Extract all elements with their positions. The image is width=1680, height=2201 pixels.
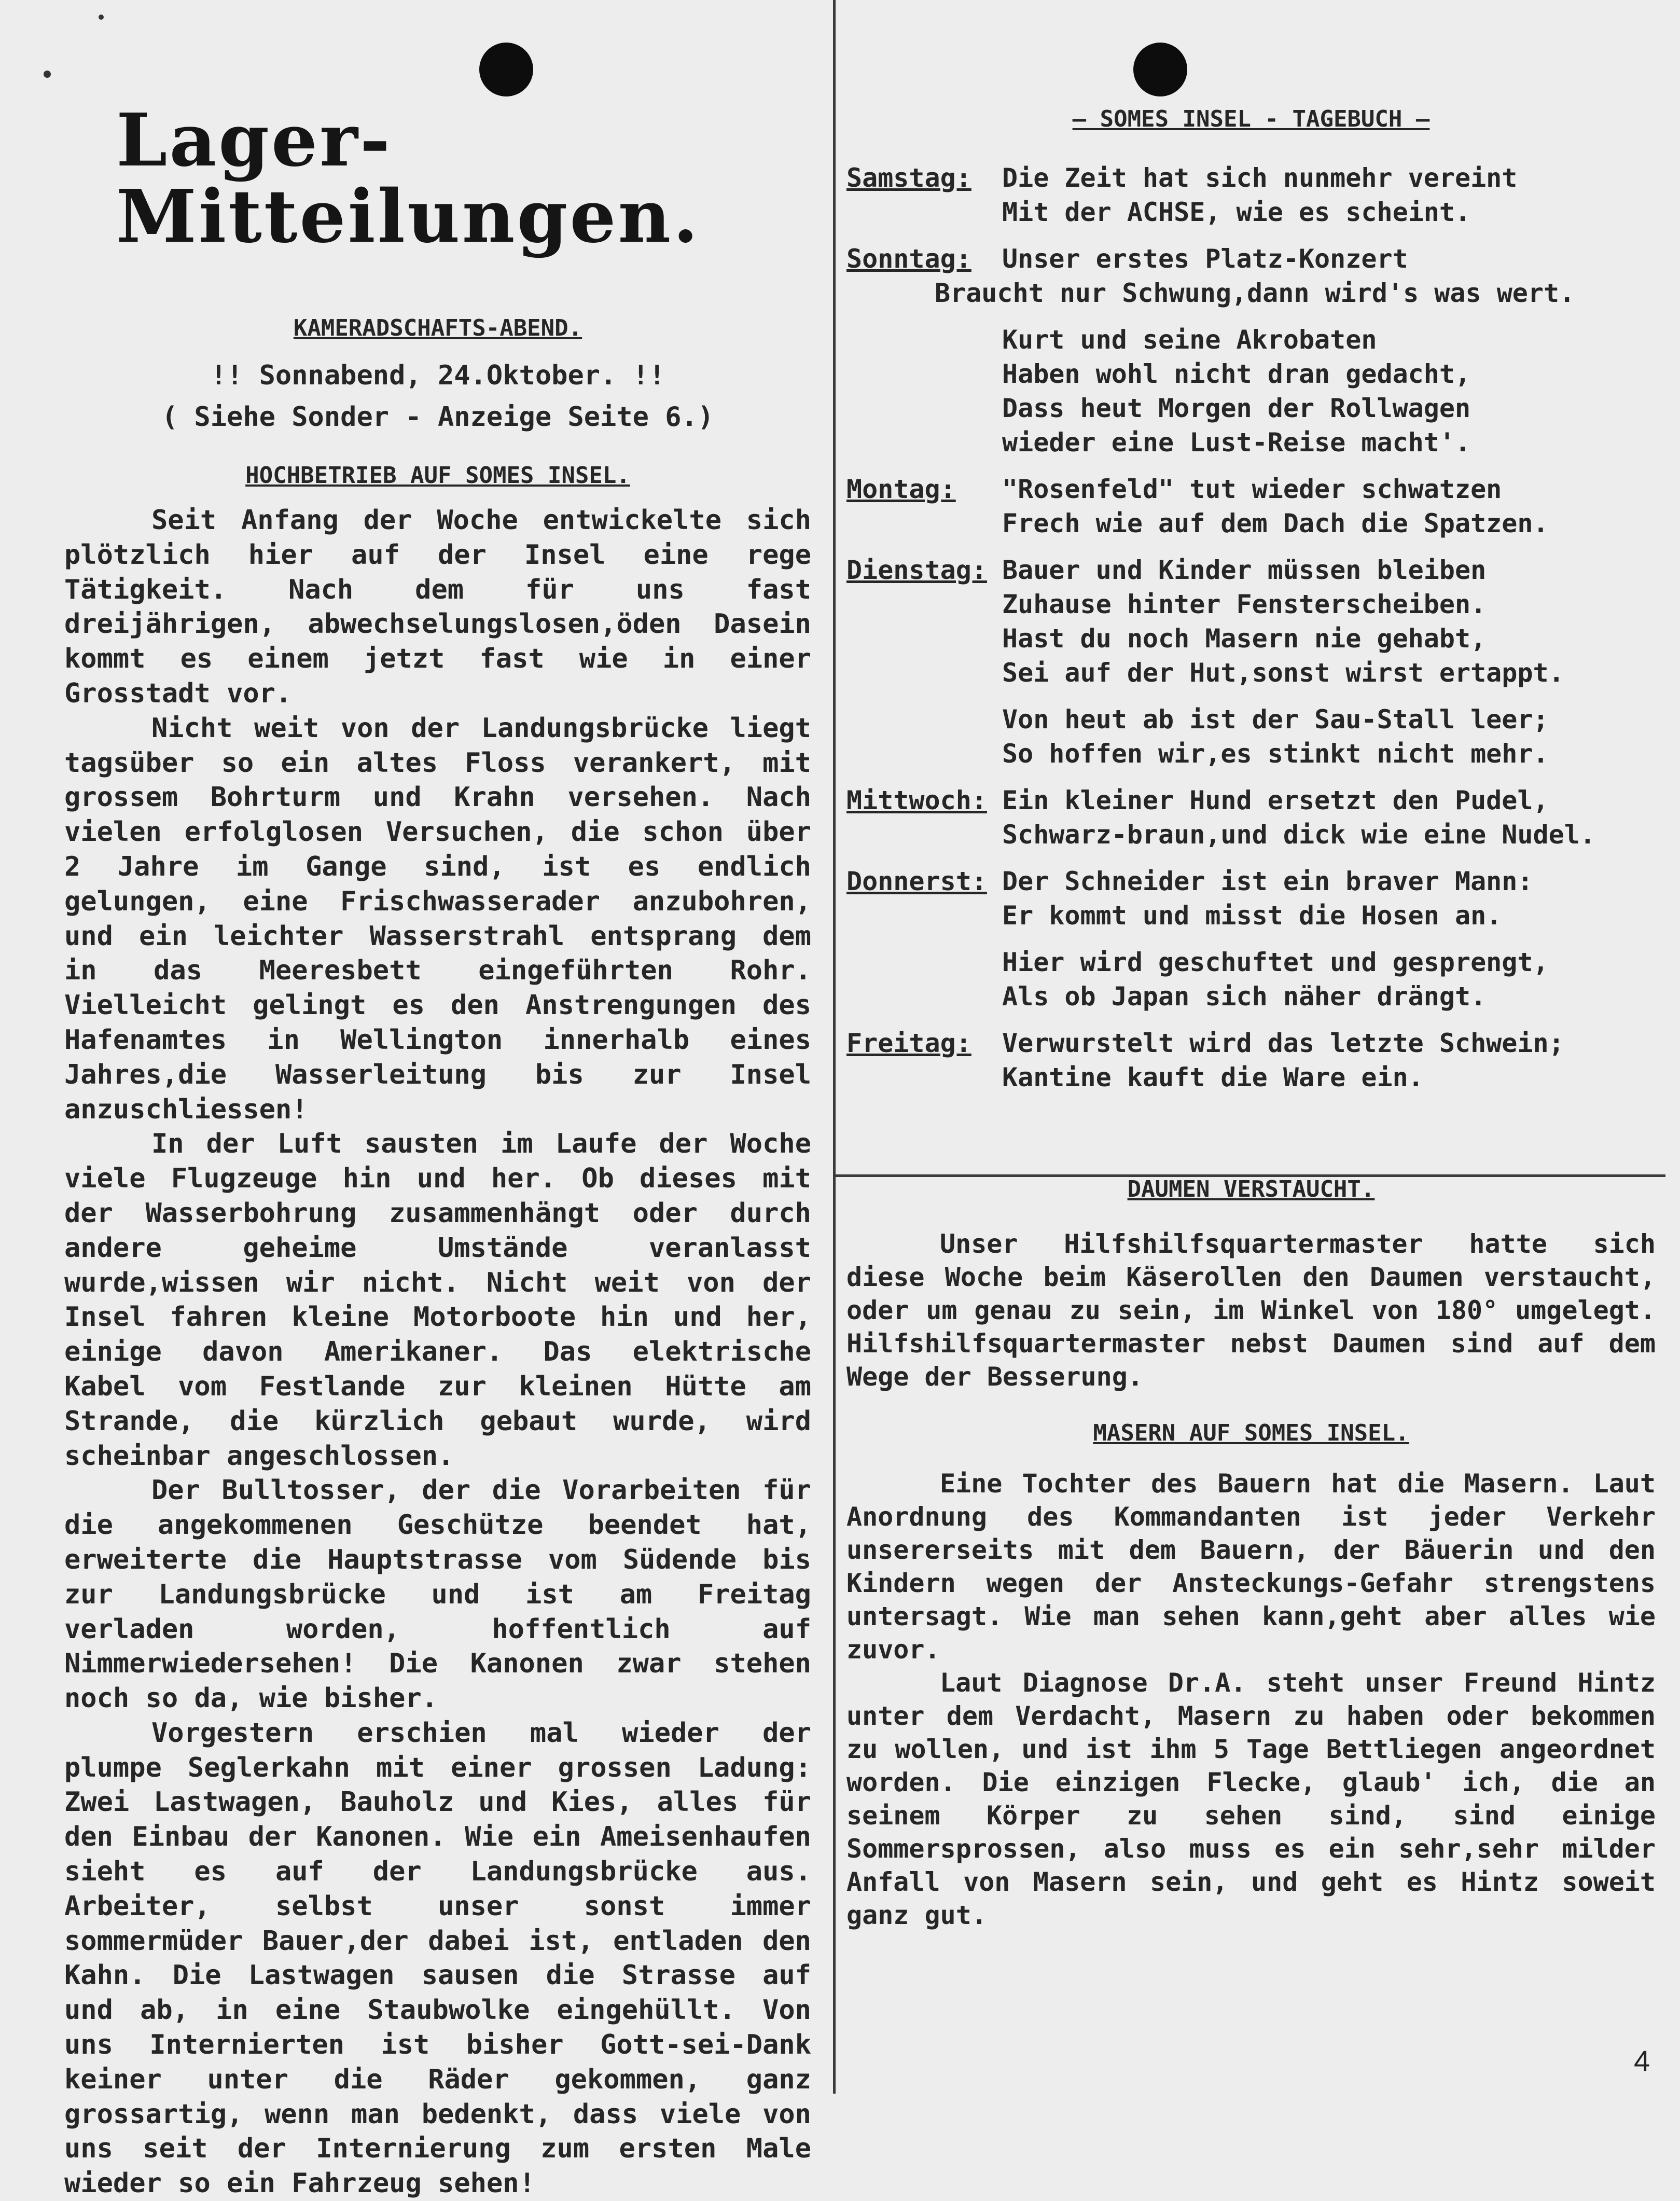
article-paragraph: In der Luft sausten im Laufe der Woche viele Flugzeuge hin und her. Ob dieses mit der Wasserbohrung zusammenhängt oder durch andere geheime Umstände veranlasst wurde,wissen wir nicht. Nicht weit von der Insel fahren kleine Motorboote hin und her, einige davon Amerikaner. Das elektrische Kabel vom Festlande zur kleinen Hütte am Strande, die kürzlich gebaut wurde, wird scheinbar angeschlossen. xyxy=(64,1128,811,1472)
ink-speck xyxy=(44,71,51,78)
diary-stanza xyxy=(1002,702,1656,771)
column-divider xyxy=(833,0,836,2094)
diary-entry xyxy=(846,553,1656,690)
punch-hole-right xyxy=(1133,43,1187,96)
diary-day: Freitag: xyxy=(846,1028,971,1058)
hochbetrieb-heading: HOCHBETRIEB AUF SOMES INSEL. xyxy=(245,462,630,489)
verse-line: Haben wohl nicht dran gedacht, xyxy=(1002,359,1471,389)
ink-speck xyxy=(99,15,104,20)
right-column xyxy=(846,104,1656,1932)
masern-section xyxy=(846,1416,1656,1932)
verse-line: So hoffen wir,es stinkt nicht mehr. xyxy=(1002,739,1549,769)
verse-line: Kurt und seine Akrobaten xyxy=(1002,325,1377,355)
article-paragraph: Nicht weit von der Landungsbrücke liegt tagsüber so ein altes Floss verankert, mit grossem Bohrturm und Krahn versehen. Nach vielen erfolglosen Versuchen, die schon über 2 Jahre im Gange sind, ist es endlich gelungen, eine Frischwasserader anzubohren, und ein leichter Wasserstrahl entsprang dem in das Meeresbett eingeführten Rohr. Vielleicht gelingt es den Anstrengungen des Hafenamtes in Wellington innerhalb eines Jahres,die Wasserleitung bis zur Insel anzuschliessen! xyxy=(64,712,811,1125)
verse-line: Braucht nur Schwung,dann wird's was wert. xyxy=(935,278,1575,308)
verse-line: "Rosenfeld" tut wieder schwatzen xyxy=(1002,474,1502,504)
diary-title: — SOMES INSEL - TAGEBUCH — xyxy=(1072,106,1430,132)
page-title: Lager-Mitteilungen. xyxy=(116,98,700,259)
diary-verse xyxy=(935,242,1656,310)
verse-line: Hast du noch Masern nie gehabt, xyxy=(1002,624,1487,654)
diary-day: Dienstag: xyxy=(846,555,987,585)
verse-line: Unser erstes Platz-Konzert xyxy=(1002,244,1408,274)
diary-day: Mittwoch: xyxy=(846,785,987,815)
hochbetrieb-section xyxy=(64,459,811,2201)
verse-line: Dass heut Morgen der Rollwagen xyxy=(1002,393,1471,423)
diary-verse xyxy=(1002,472,1656,541)
verse-line: wieder eine Lust-Reise macht'. xyxy=(1002,427,1471,458)
verse-line: Die Zeit hat sich nunmehr vereint xyxy=(1002,163,1518,193)
article-paragraph: Laut Diagnose Dr.A. steht unser Freund Hintz unter dem Verdacht, Masern zu haben oder bekommen zu wollen, und ist ihm 5 Tage Bettliegen angeordnet worden. Die einzigen Flecke, glaub' ich, die an seinem Körper zu sehen sind, sind einige Sommersprossen, also muss es ein sehr,sehr milder Anfall von Masern sein, und geht es Hintz soweit ganz gut. xyxy=(846,1668,1656,1930)
diary-stanza xyxy=(1002,323,1656,460)
diary-verse xyxy=(1002,864,1656,933)
article-paragraph: Seit Anfang der Woche entwickelte sich plötzlich hier auf der Insel eine rege Tätigkeit. Nach dem für uns fast dreijährigen, abwechselungslosen,öden Dasein kommt es einem jetzt fast wie in einer Grosstadt vor. xyxy=(64,505,811,709)
daumen-heading: DAUMEN VERSTAUCHT. xyxy=(1127,1176,1375,1202)
verse-line: Sei auf der Hut,sonst wirst ertappt. xyxy=(1002,658,1564,688)
diary-day: Sonntag: xyxy=(846,244,971,274)
diary-verse xyxy=(1002,1026,1656,1095)
diary-entry xyxy=(846,864,1656,933)
verse-line: Frech wie auf dem Dach die Spatzen. xyxy=(1002,508,1549,538)
left-column xyxy=(64,83,811,2201)
diary-verse xyxy=(1002,553,1656,690)
diary-entries xyxy=(846,161,1656,1095)
event-date: !! Sonnabend, 24.Oktober. !! xyxy=(210,360,665,391)
diary-entry xyxy=(846,783,1656,852)
verse-line: Von heut ab ist der Sau-Stall leer; xyxy=(1002,704,1549,735)
verse-line: Schwarz-braun,und dick wie eine Nudel. xyxy=(1002,820,1595,850)
diary-entry xyxy=(846,472,1656,541)
diary-stanza xyxy=(1002,945,1656,1014)
event-reference: ( Siehe Sonder - Anzeige Seite 6.) xyxy=(161,402,714,433)
diary-day: Donnerst: xyxy=(846,866,987,896)
page-number: 4 xyxy=(1634,2044,1650,2077)
verse-line: Zuhause hinter Fensterscheiben. xyxy=(1002,589,1487,619)
diary-day: Samstag: xyxy=(846,163,971,193)
diary-verse xyxy=(1002,161,1656,229)
verse-line: Ein kleiner Hund ersetzt den Pudel, xyxy=(1002,785,1549,815)
verse-line: Verwurstelt wird das letzte Schwein; xyxy=(1002,1028,1564,1058)
kameradschaft-heading: KAMERADSCHAFTS-ABEND. xyxy=(293,315,582,341)
diary-day: Montag: xyxy=(846,474,956,504)
verse-line: Er kommt und misst die Hosen an. xyxy=(1002,901,1502,931)
verse-line: Mit der ACHSE, wie es scheint. xyxy=(1002,197,1471,227)
masern-heading: MASERN AUF SOMES INSEL. xyxy=(1093,1420,1409,1446)
verse-line: Als ob Japan sich näher drängt. xyxy=(1002,981,1487,1012)
article-paragraph: Unser Hilfshilfsquartermaster hatte sich diese Woche beim Käserollen den Daumen verstaucht, oder um genau zu sein, im Winkel von 180° umgelegt. Hilfshilfsquartermaster nebst Daumen sind auf dem Wege der Besserung. xyxy=(846,1229,1656,1392)
diary-entry xyxy=(846,161,1656,229)
article-paragraph: Der Bulltosser, der die Vorarbeiten für die angekommenen Geschütze beendet hat, erweiterte die Hauptstrasse vom Südende bis zur Landungsbrücke und ist am Freitag verladen worden, hoffentlich auf Nimmerwiedersehen! Die Kanonen zwar stehen noch so da, wie bisher. xyxy=(64,1475,811,1714)
article-paragraph: Vorgestern erschien mal wieder der plumpe Seglerkahn mit einer grossen Ladung: Zwei Lastwagen, Bauholz und Kies, alles für den Einbau der Kanonen. Wie ein Ameisenhaufen sieht es auf der Landungsbrücke aus. Arbeiter, selbst unser sonst immer sommermüder Bauer,der dabei ist, entladen den Kahn. Die Lastwagen sausen die Strasse auf und ab, in eine Staubwolke eingehüllt. Von uns Internierten ist bisher Gott-sei-Dank keiner unter die Räder gekommen, ganz grossartig, wenn man bedenkt, dass viele von uns seit der Internierung zum ersten Male wieder so ein Fahrzeug sehen! xyxy=(64,1717,811,2199)
verse-line: Bauer und Kinder müssen bleiben xyxy=(1002,555,1487,585)
article-paragraph: Eine Tochter des Bauern hat die Masern. Laut Anordnung des Kommandanten ist jeder Verkehr unsererseits mit dem Bauern, der Bäuerin und den Kindern wegen der Ansteckungs-Gefahr strengstens untersagt. Wie man sehen kann,geht aber alles wie zuvor. xyxy=(846,1469,1656,1665)
verse-line: Kantine kauft die Ware ein. xyxy=(1002,1062,1424,1092)
diary-entry xyxy=(846,242,1656,310)
kameradschaft-section xyxy=(64,311,811,438)
daumen-section xyxy=(846,1172,1656,1393)
verse-line: Der Schneider ist ein braver Mann: xyxy=(1002,866,1533,896)
diary-entry xyxy=(846,1026,1656,1095)
diary-verse xyxy=(1002,783,1656,852)
verse-line: Hier wird geschuftet und gesprengt, xyxy=(1002,947,1549,977)
